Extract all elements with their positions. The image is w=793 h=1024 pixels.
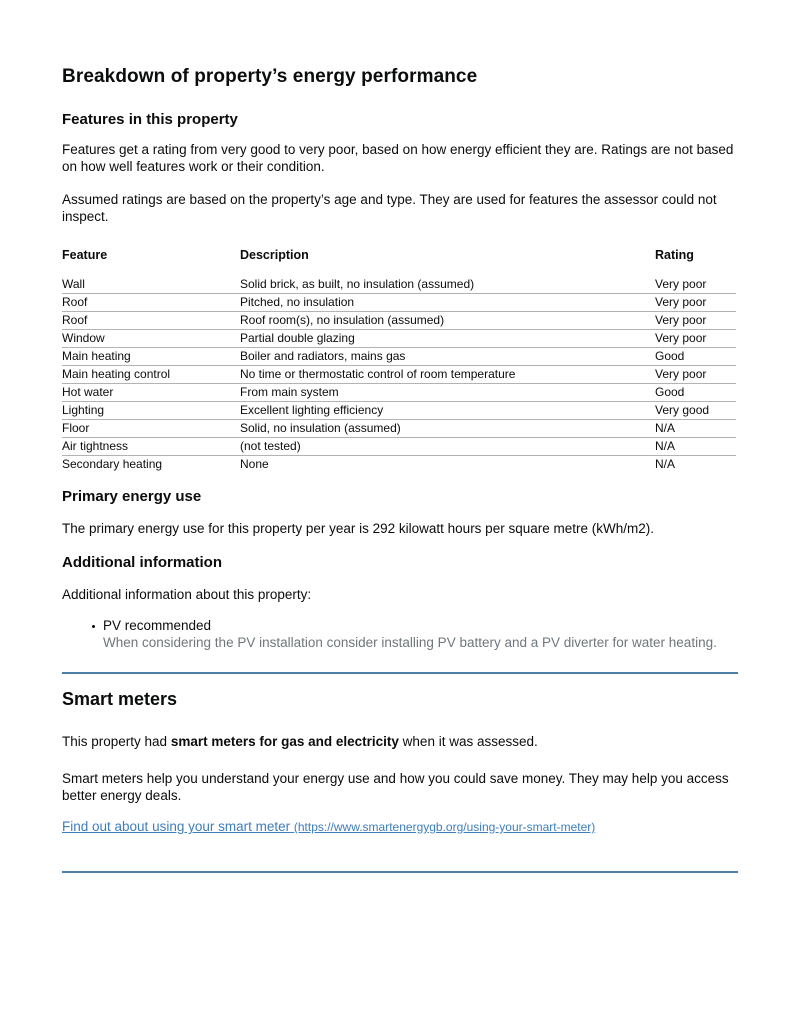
smart-meters-para-1-bold: smart meters for gas and electricity: [170, 734, 399, 749]
smart-meters-para-2: Smart meters help you understand your energy use and how you could save money. They may help you access better energy deals.: [62, 771, 729, 803]
feature-cell: Secondary heating: [62, 457, 163, 472]
feature-cell: Window: [62, 329, 240, 347]
description-cell: (not tested): [240, 437, 655, 455]
table-row: [62, 311, 736, 329]
table-row: [62, 455, 736, 473]
feature-cell: Floor: [62, 419, 240, 437]
bullet-icon: [92, 625, 95, 628]
additional-info-list: [62, 618, 738, 651]
feature-cell: Main heating control: [62, 365, 240, 383]
feature-cell: Lighting: [62, 401, 240, 419]
table-header-row: [62, 248, 736, 275]
table-row: [62, 383, 736, 401]
smart-meters-heading: Smart meters: [62, 689, 178, 709]
additional-info-heading: Additional information: [62, 554, 222, 571]
column-header-feature: Feature: [62, 248, 108, 262]
bullet-detail: When considering the PV installation consider installing PV battery and a PV diverter for water heating.: [103, 634, 717, 650]
feature-cell: Roof: [62, 311, 240, 329]
smart-meters-para-1: [62, 733, 738, 750]
rating-cell: Very poor: [655, 365, 736, 383]
feature-cell: Air tightness: [62, 437, 240, 455]
rating-cell: N/A: [655, 437, 736, 455]
column-header-description: Description: [240, 248, 309, 262]
column-header-rating: Rating: [655, 248, 694, 262]
rating-cell: N/A: [655, 419, 736, 437]
rating-cell: Good: [655, 347, 736, 365]
smart-meter-link[interactable]: [62, 819, 595, 834]
features-table: [62, 248, 736, 473]
page-title: Breakdown of property’s energy performance: [62, 66, 478, 87]
bullet-title: PV recommended: [103, 618, 212, 633]
smart-meters-para-1-suffix: when it was assessed.: [398, 734, 538, 749]
table-row: [62, 347, 736, 365]
description-cell: Solid brick, as built, no insulation (assumed): [240, 275, 655, 293]
rating-cell: Very poor: [655, 275, 736, 293]
table-row: [62, 419, 736, 437]
feature-cell: Wall: [62, 275, 240, 293]
table-row: [62, 293, 736, 311]
description-cell: Roof room(s), no insulation (assumed): [240, 311, 655, 329]
feature-cell: Hot water: [62, 383, 240, 401]
features-section-heading: Features in this property: [62, 111, 238, 128]
smart-meters-para-1-prefix: This property had: [62, 734, 171, 749]
list-item: [103, 618, 738, 651]
description-cell: Pitched, no insulation: [240, 293, 655, 311]
description-cell: No time or thermostatic control of room temperature: [240, 365, 655, 383]
description-cell: Excellent lighting efficiency: [240, 401, 655, 419]
smart-meter-link-text[interactable]: Find out about using your smart meter: [62, 819, 291, 834]
rating-cell: Very poor: [655, 329, 736, 347]
table-row: [62, 329, 736, 347]
description-cell: Solid, no insulation (assumed): [240, 419, 655, 437]
description-cell: From main system: [240, 383, 655, 401]
table-row: [62, 365, 736, 383]
section-divider: [62, 672, 738, 674]
rating-cell: Very poor: [655, 293, 736, 311]
primary-energy-para: The primary energy use for this property per year is 292 kilowatt hours per square metre (kWh/m2).: [62, 521, 654, 536]
rating-cell: Good: [655, 383, 736, 401]
table-row: [62, 275, 736, 293]
smart-meter-link-url[interactable]: (https://www.smartenergygb.org/using-your-smart-meter): [293, 820, 596, 834]
features-para-1: Features get a rating from very good to very poor, based on how energy efficient they are. Ratings are not based on how well features work or their condition.: [62, 142, 734, 174]
description-cell: Partial double glazing: [240, 329, 655, 347]
table-row: [62, 401, 736, 419]
feature-cell: Roof: [62, 293, 240, 311]
smart-meter-link-row: [62, 818, 738, 836]
features-table-body: [62, 275, 736, 473]
primary-energy-heading: Primary energy use: [62, 488, 202, 505]
document-page: [62, 0, 738, 873]
rating-cell: Very good: [655, 401, 736, 419]
rating-cell: N/A: [655, 457, 676, 472]
rating-cell: Very poor: [655, 311, 736, 329]
additional-info-para: Additional information about this property:: [62, 587, 312, 602]
description-cell: None: [240, 457, 269, 472]
feature-cell: Main heating: [62, 347, 240, 365]
features-para-2: Assumed ratings are based on the property’s age and type. They are used for features the assessor could not inspect.: [62, 192, 717, 224]
table-row: [62, 437, 736, 455]
bottom-divider: [62, 871, 738, 873]
description-cell: Boiler and radiators, mains gas: [240, 347, 655, 365]
